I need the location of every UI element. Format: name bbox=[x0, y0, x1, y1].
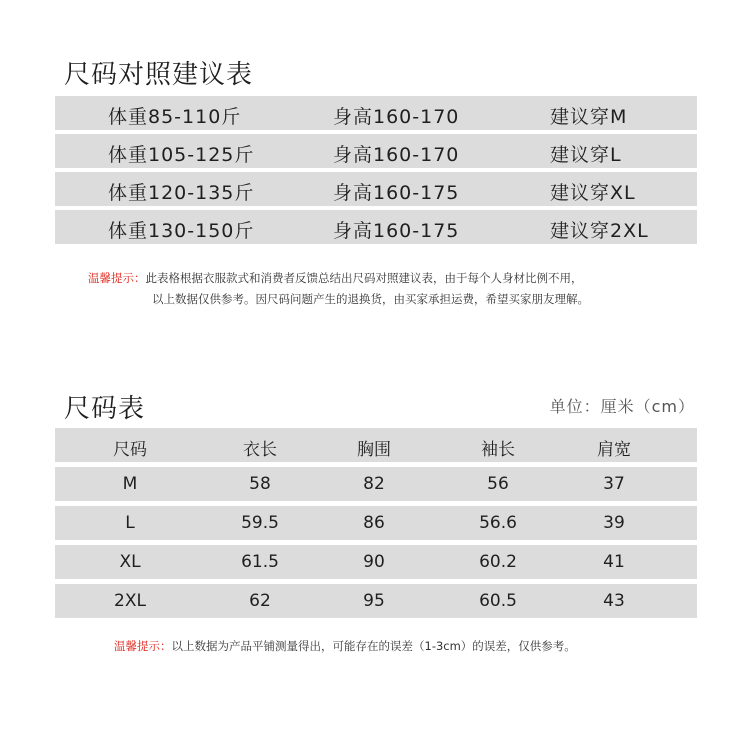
table-row bbox=[55, 506, 697, 540]
height-range: 身高160-170 bbox=[333, 144, 460, 166]
weight-range: 体重105-125斤 bbox=[108, 144, 255, 166]
column-header: 袖长 bbox=[481, 440, 515, 460]
table-row bbox=[55, 584, 697, 618]
size-chart-table bbox=[55, 428, 697, 623]
size-chart-note bbox=[114, 636, 576, 657]
table-cell: 56 bbox=[487, 474, 509, 494]
unit-label: 单位：厘米（cm） bbox=[549, 397, 695, 416]
table-cell: 61.5 bbox=[241, 552, 279, 572]
table-cell: 60.2 bbox=[479, 552, 517, 572]
height-range: 身高160-175 bbox=[333, 182, 460, 204]
table-cell: 95 bbox=[363, 591, 385, 611]
weight-range: 体重130-150斤 bbox=[108, 220, 255, 242]
table-cell: 2XL bbox=[114, 591, 146, 611]
table-cell: 56.6 bbox=[479, 513, 517, 533]
table-cell: 90 bbox=[363, 552, 385, 572]
table-row bbox=[55, 134, 697, 168]
column-header: 胸围 bbox=[357, 440, 391, 460]
recommend-title: 尺码对照建议表 bbox=[64, 60, 254, 90]
table-cell: 60.5 bbox=[479, 591, 517, 611]
table-cell: L bbox=[125, 513, 135, 533]
column-header: 尺码 bbox=[113, 440, 147, 460]
table-cell: 41 bbox=[603, 552, 625, 572]
note-label: 温馨提示： bbox=[88, 271, 146, 285]
recommend-note bbox=[88, 268, 589, 310]
table-row bbox=[55, 467, 697, 501]
note-text: 以上数据仅供参考。因尺码问题产生的退换货，由买家承担运费，希望买家朋友理解。 bbox=[152, 292, 589, 306]
suggested-size: 建议穿L bbox=[550, 144, 622, 166]
weight-range: 体重85-110斤 bbox=[108, 106, 242, 128]
table-row bbox=[55, 545, 697, 579]
table-cell: 58 bbox=[249, 474, 271, 494]
column-header: 衣长 bbox=[243, 440, 277, 460]
table-row bbox=[55, 96, 697, 130]
column-header: 肩宽 bbox=[597, 440, 631, 460]
table-cell: XL bbox=[119, 552, 141, 572]
note-text: 以上数据为产品平铺测量得出，可能存在的误差（1-3cm）的误差，仅供参考。 bbox=[171, 639, 576, 653]
note-text: 此表格根据衣服款式和消费者反馈总结出尺码对照建议表，由于每个人身材比例不用， bbox=[145, 271, 583, 285]
height-range: 身高160-170 bbox=[333, 106, 460, 128]
table-row bbox=[55, 172, 697, 206]
table-cell: 62 bbox=[249, 591, 271, 611]
table-cell: 39 bbox=[603, 513, 625, 533]
table-row bbox=[55, 210, 697, 244]
table-header-row bbox=[55, 428, 697, 462]
suggested-size: 建议穿XL bbox=[550, 182, 636, 204]
suggested-size: 建议穿2XL bbox=[550, 220, 649, 242]
table-cell: 86 bbox=[363, 513, 385, 533]
table-cell: M bbox=[122, 474, 138, 494]
size-recommendation-table bbox=[55, 96, 697, 248]
note-label: 温馨提示： bbox=[114, 639, 172, 653]
suggested-size: 建议穿M bbox=[550, 106, 628, 128]
weight-range: 体重120-135斤 bbox=[108, 182, 255, 204]
table-cell: 82 bbox=[363, 474, 385, 494]
table-cell: 43 bbox=[603, 591, 625, 611]
size-chart-title: 尺码表 bbox=[64, 394, 146, 424]
table-cell: 59.5 bbox=[241, 513, 279, 533]
height-range: 身高160-175 bbox=[333, 220, 460, 242]
table-cell: 37 bbox=[603, 474, 625, 494]
